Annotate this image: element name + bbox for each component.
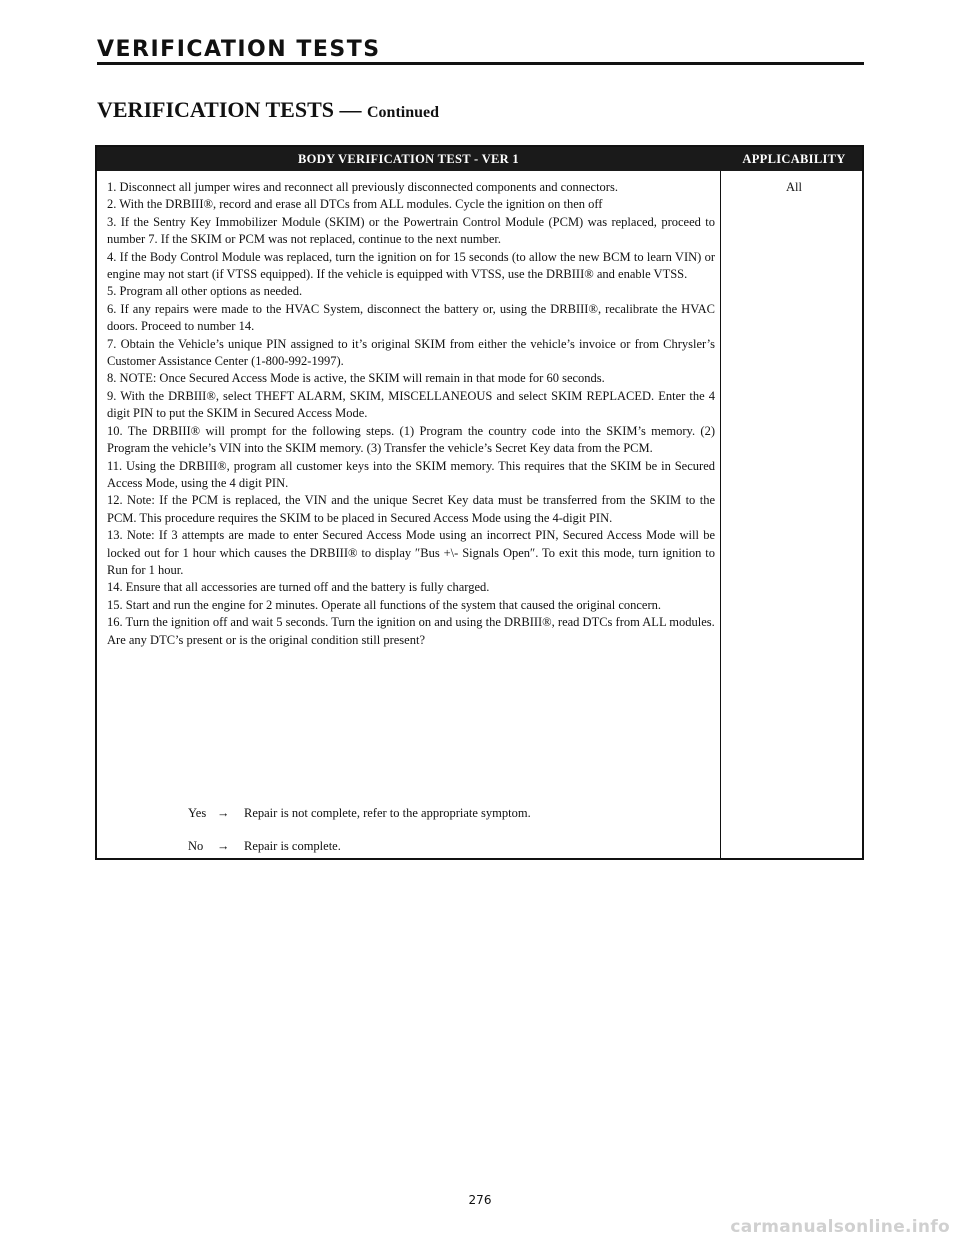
step: 1. Disconnect all jumper wires and reconnect all previously disconnected components and connectors. bbox=[107, 180, 618, 194]
step: 16. Turn the ignition off and wait 5 seconds. Turn the ignition on and using the DRBIII®, read DTCs from ALL modules. bbox=[107, 615, 715, 630]
running-header: VERIFICATION TESTS bbox=[97, 37, 381, 62]
step: 13. Note: If 3 attempts are made to enter Secured Access Mode using an incorrect PIN, Secured Access Mode will be locked out for 1 hour which causes the DRBIII® to display ″Bus +\- Signals Open″. To exit this mode, turn ignition to Run for 1 hour. bbox=[107, 528, 715, 577]
question: Are any DTC’s present or is the original condition still present? bbox=[107, 632, 425, 647]
continued-label: Continued bbox=[366, 104, 440, 121]
step: 15. Start and run the engine for 2 minutes. Operate all functions of the system that caused the original concern. bbox=[107, 597, 662, 612]
step: 2. With the DRBIII®, record and erase all DTCs from ALL modules. Cycle the ignition on then off bbox=[107, 197, 603, 212]
answer-text: Repair is complete. bbox=[244, 839, 341, 853]
watermark: carmanualsonline.info bbox=[730, 1217, 950, 1237]
step: 5. Program all other options as needed. bbox=[107, 284, 303, 299]
step: 7. Obtain the Vehicle’s unique PIN assigned to it’s original SKIM from either the vehicle’s invoice or from Chrysler’s Customer Assistance Center (1-800-992-1997). bbox=[107, 336, 715, 369]
step: 14. Ensure that all accessories are turned off and the battery is fully charged. bbox=[107, 580, 490, 595]
answer-label: No bbox=[188, 839, 204, 853]
test-name-header: BODY VERIFICATION TEST - VER 1 bbox=[298, 152, 519, 166]
answer-label: Yes bbox=[188, 806, 207, 820]
applicability-value: All bbox=[786, 180, 802, 194]
column-divider bbox=[720, 171, 721, 858]
step: 6. If any repairs were made to the HVAC System, disconnect the battery or, using the DRBIII®, recalibrate the HVAC doors. Proceed to number 14. bbox=[107, 301, 715, 334]
step: 12. Note: If the PCM is replaced, the VIN and the unique Secret Key data must be transferred from the SKIM to the PCM. This procedure requires the SKIM to be placed in Secured Access Mode using the 4-digit PIN. bbox=[107, 493, 715, 525]
page-number: 276 bbox=[468, 1193, 492, 1207]
arrow-right-icon: → bbox=[217, 839, 230, 853]
step: 3. If the Sentry Key Immobilizer Module (SKIM) or the Powertrain Control Module (PCM) was replaced, proceed to number 7. If the SKIM or PCM was not replaced, continue to the next number. bbox=[107, 214, 715, 247]
verification-test-table bbox=[95, 145, 864, 860]
step: 11. Using the DRBIII®, program all customer keys into the SKIM memory. This requires that the SKIM be in Secured Access Mode, using the 4 digit PIN. bbox=[107, 458, 715, 490]
step: 9. With the DRBIII®, select THEFT ALARM, SKIM, MISCELLANEOUS and select SKIM REPLACED. Enter the 4 digit PIN to put the SKIM in Secured Access Mode. bbox=[107, 388, 715, 421]
section-title bbox=[97, 96, 439, 127]
test-steps bbox=[107, 179, 715, 649]
answer-text: Repair is not complete, refer to the appropriate symptom. bbox=[244, 806, 531, 820]
section-title-text: VERIFICATION TESTS — bbox=[97, 97, 362, 122]
step: 4. If the Body Control Module was replaced, turn the ignition on for 15 seconds (to allow the new BCM to learn VIN) or engine may not start (if VTSS equipped). If the vehicle is equipped with VTSS, use the DRBIII® and enable VTSS. bbox=[107, 249, 715, 282]
arrow-right-icon: → bbox=[217, 806, 230, 820]
header-rule bbox=[97, 62, 864, 65]
step: 10. The DRBIII® will prompt for the following steps. (1) Program the country code into the SKIM’s memory. (2) Program the vehicle’s VIN into the SKIM memory. (3) Transfer the vehicle’s Secret Key data from the PCM. bbox=[107, 423, 715, 456]
applicability-header: APPLICABILITY bbox=[742, 152, 846, 166]
table-header bbox=[97, 147, 862, 171]
step: 8. NOTE: Once Secured Access Mode is active, the SKIM will remain in that mode for 60 seconds. bbox=[107, 371, 605, 386]
